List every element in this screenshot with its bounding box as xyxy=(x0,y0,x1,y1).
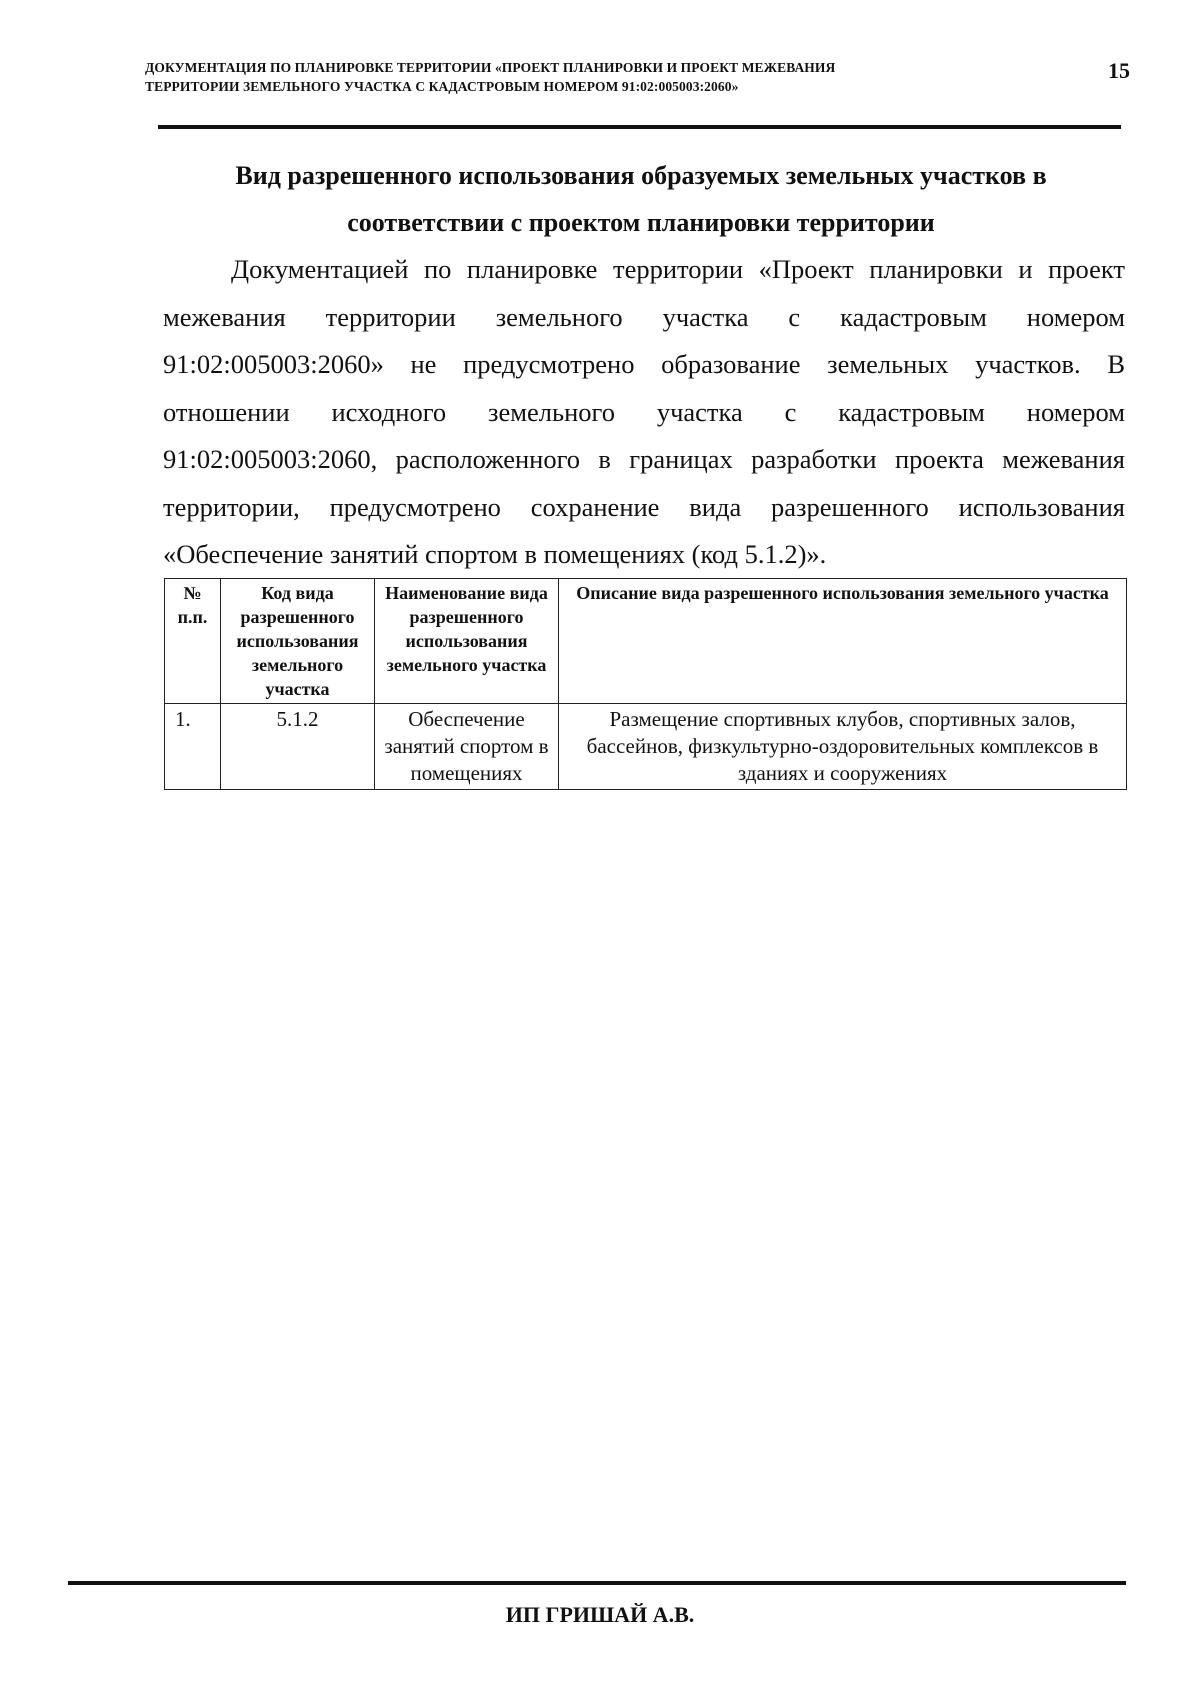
cell-name: Обеспечение занятий спортом в помещениях xyxy=(375,704,559,790)
body-paragraph-text: Документацией по планировке территории «Проект планировки и проект межевания территории земельного участка с кадастровым номером 91:02:005003:2060» не предусмотрено образование земельных участков. В отношении исходного земельного участка с кадастровым номером 91:02:005003:2060, расположенного в границах разработки проекта межевания территории, предусмотрено сохранение вида разрешенного использования «Обеспечение занятий спортом в помещениях (код 5.1.2)». xyxy=(163,254,1125,569)
cell-code: 5.1.2 xyxy=(221,704,375,790)
page-number: 15 xyxy=(1108,58,1130,83)
header-line-1: ДОКУМЕНТАЦИЯ ПО ПЛАНИРОВКЕ ТЕРРИТОРИИ «ПРОЕКТ ПЛАНИРОВКИ И ПРОЕКТ МЕЖЕВАНИЯ xyxy=(145,60,836,75)
section-title-line-2: соответствии с проектом планировки территории xyxy=(347,208,935,237)
land-use-table xyxy=(164,578,1127,790)
table-row xyxy=(165,704,1127,790)
footer-divider xyxy=(68,1581,1126,1585)
header-num: № п.п. xyxy=(165,579,221,704)
footer-author: ИП ГРИШАЙ А.В. xyxy=(505,1602,695,1627)
header-name: Наименование вида разрешенного использования земельного участка xyxy=(375,579,559,704)
section-title-line-1: Вид разрешенного использования образуемых земельных участков в xyxy=(235,161,1047,190)
cell-description: Размещение спортивных клубов, спортивных залов, бассейнов, физкультурно-оздоровительных комплексов в зданиях и сооружениях xyxy=(559,704,1127,790)
header-line-2: ТЕРРИТОРИИ ЗЕМЕЛЬНОГО УЧАСТКА С КАДАСТРОВЫМ НОМЕРОМ 91:02:005003:2060» xyxy=(145,79,739,94)
body-paragraph xyxy=(163,246,1125,579)
cell-num: 1. xyxy=(165,704,221,790)
header-divider xyxy=(158,125,1121,129)
document-header xyxy=(145,58,1015,96)
table-header-row xyxy=(165,579,1127,704)
header-description: Описание вида разрешенного использования земельного участка xyxy=(559,579,1127,704)
section-title xyxy=(160,152,1122,246)
header-code: Код вида разрешенного использования земельного участка xyxy=(221,579,375,704)
